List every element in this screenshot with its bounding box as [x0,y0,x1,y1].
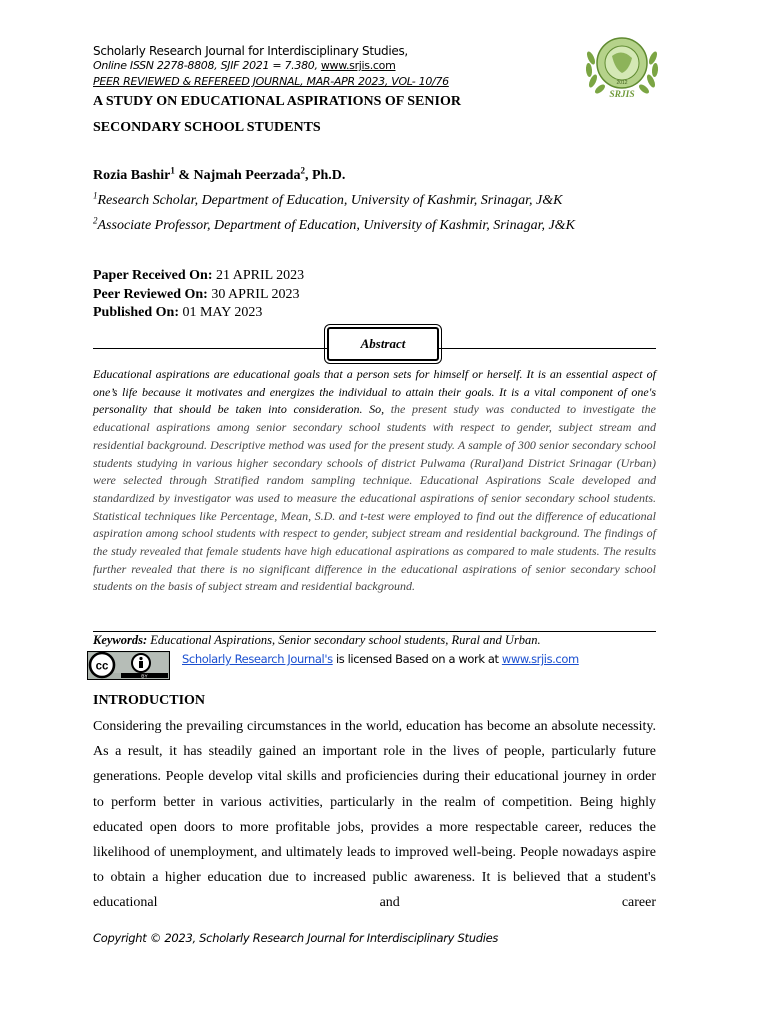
published-date [93,305,262,321]
license-journal-link[interactable]: Scholarly Research Journal's [182,652,333,666]
cc-by-license-icon[interactable] [87,651,170,680]
received-value: 21 APRIL 2023 [212,268,305,283]
author-2-marker: 2 [300,165,305,176]
author-degree: , Ph.D. [304,168,346,183]
peer-review-line: PEER REVIEWED & REFEREED JOURNAL, MAR-APR 2023, VOL- 10/76 [93,75,449,88]
abstract-text [93,366,656,596]
issn-line [93,59,396,73]
affiliation-1-marker: 1 [93,190,98,201]
affiliation-1-text: Research Scholar, Department of Education, University of Kashmir, Srinagar, J&K [97,193,563,208]
reviewed-date [93,287,299,303]
author-separator: & Najmah Peerzada [174,168,301,183]
keywords-label: Keywords: [93,633,148,647]
abstract-text-intro: Educational aspirations are educational goals that a person sets for himself or herself. It is an essential aspect of one’s life because it motivates and energizes the individual to attain their goals. It is a vital component of one's personality that should be taken into consideration. So, [93,367,656,417]
article-title-line1: A STUDY ON EDUCATIONAL ASPIRATIONS OF SENIOR [93,94,461,109]
journal-name: Scholarly Research Journal for Interdisciplinary Studies, [93,44,408,58]
reviewed-value: 30 APRIL 2023 [207,287,300,302]
abstract-heading-box [327,327,439,361]
license-middle-text: is licensed Based on a work at [332,652,502,666]
copyright-footer: Copyright © 2023, Scholarly Research Journal for Interdisciplinary Studies [93,931,499,945]
introduction-heading: INTRODUCTION [93,693,206,708]
author-1-marker: 1 [170,165,175,176]
affiliation-2 [93,215,575,234]
received-date [93,268,304,284]
keywords [93,633,541,648]
keywords-text: Educational Aspirations, Senior secondary school students, Rural and Urban. [147,633,541,647]
abstract-text-rest: the present study was conducted to investigate the educational aspirations among senior secondary school students with respect to gender, subject stream and residential background. Descriptive method was used for the present study. A sample of 300 senior secondary school students studying in various higher secondary schools of district Pulwama (Rural)and District Srinagar (Urban) were selected through Stratified random sampling technique. Educational Aspirations Scale developed and standardized by investigator was used to measure the educational aspirations of senior secondary school students. Statistical techniques like Percentage, Mean, S.D. and t-test were employed to find out the difference of educational aspiration among school students with respect to gender, subject stream and residential background. The findings of the study revealed that female students have high educational aspirations as compared to male students. The results further revealed that there is no significant difference in the educational aspirations of senior secondary school students on the basis of subject stream and residential background. [93,402,656,594]
cc-by-text: BY [141,674,148,680]
svg-text:cc: cc [95,660,109,673]
received-label: Paper Received On: [93,268,213,283]
license-site-link[interactable]: www.srjis.com [501,652,579,666]
published-label: Published On: [93,305,179,320]
affiliation-2-marker: 2 [93,215,98,226]
affiliation-2-text: Associate Professor, Department of Education, University of Kashmir, Srinagar, J&K [97,218,575,233]
affiliation-1 [93,190,563,209]
introduction-paragraph: Considering the prevailing circumstances in the world, education has become an absolute necessity. As a result, it has steadily gained an important role in the lives of people, particularly future generations. People develop vital skills and proficiencies during their educational journey in order to perform better in various activities, particularly in the realm of competition. Being highly educated open doors to more profitable jobs, provides a more respectable career, reduces the likelihood of unemployment, and ultimately leads to improved well-being. People nowadays aspire to obtain a higher education due to increased public awareness. It is believed that a student's educational and career [93,719,656,911]
logo-label: SRJIS [609,90,635,100]
published-value: 01 MAY 2023 [178,305,263,320]
srjis-logo [582,28,662,100]
reviewed-label: Peer Reviewed On: [93,287,208,302]
author-1-name: Rozia Bashir [93,168,171,183]
abstract-heading: Abstract [360,336,406,351]
author-line [93,165,346,184]
article-title-line2: SECONDARY SCHOOL STUDENTS [93,120,321,135]
journal-website-link[interactable]: www.srjis.com [320,59,396,72]
logo-year: 2012 [616,80,628,86]
license-line [182,652,579,666]
abstract-bottom-rule [93,631,656,632]
issn-text: Online ISSN 2278-8808, SJIF 2021 = 7.380, [93,59,321,72]
